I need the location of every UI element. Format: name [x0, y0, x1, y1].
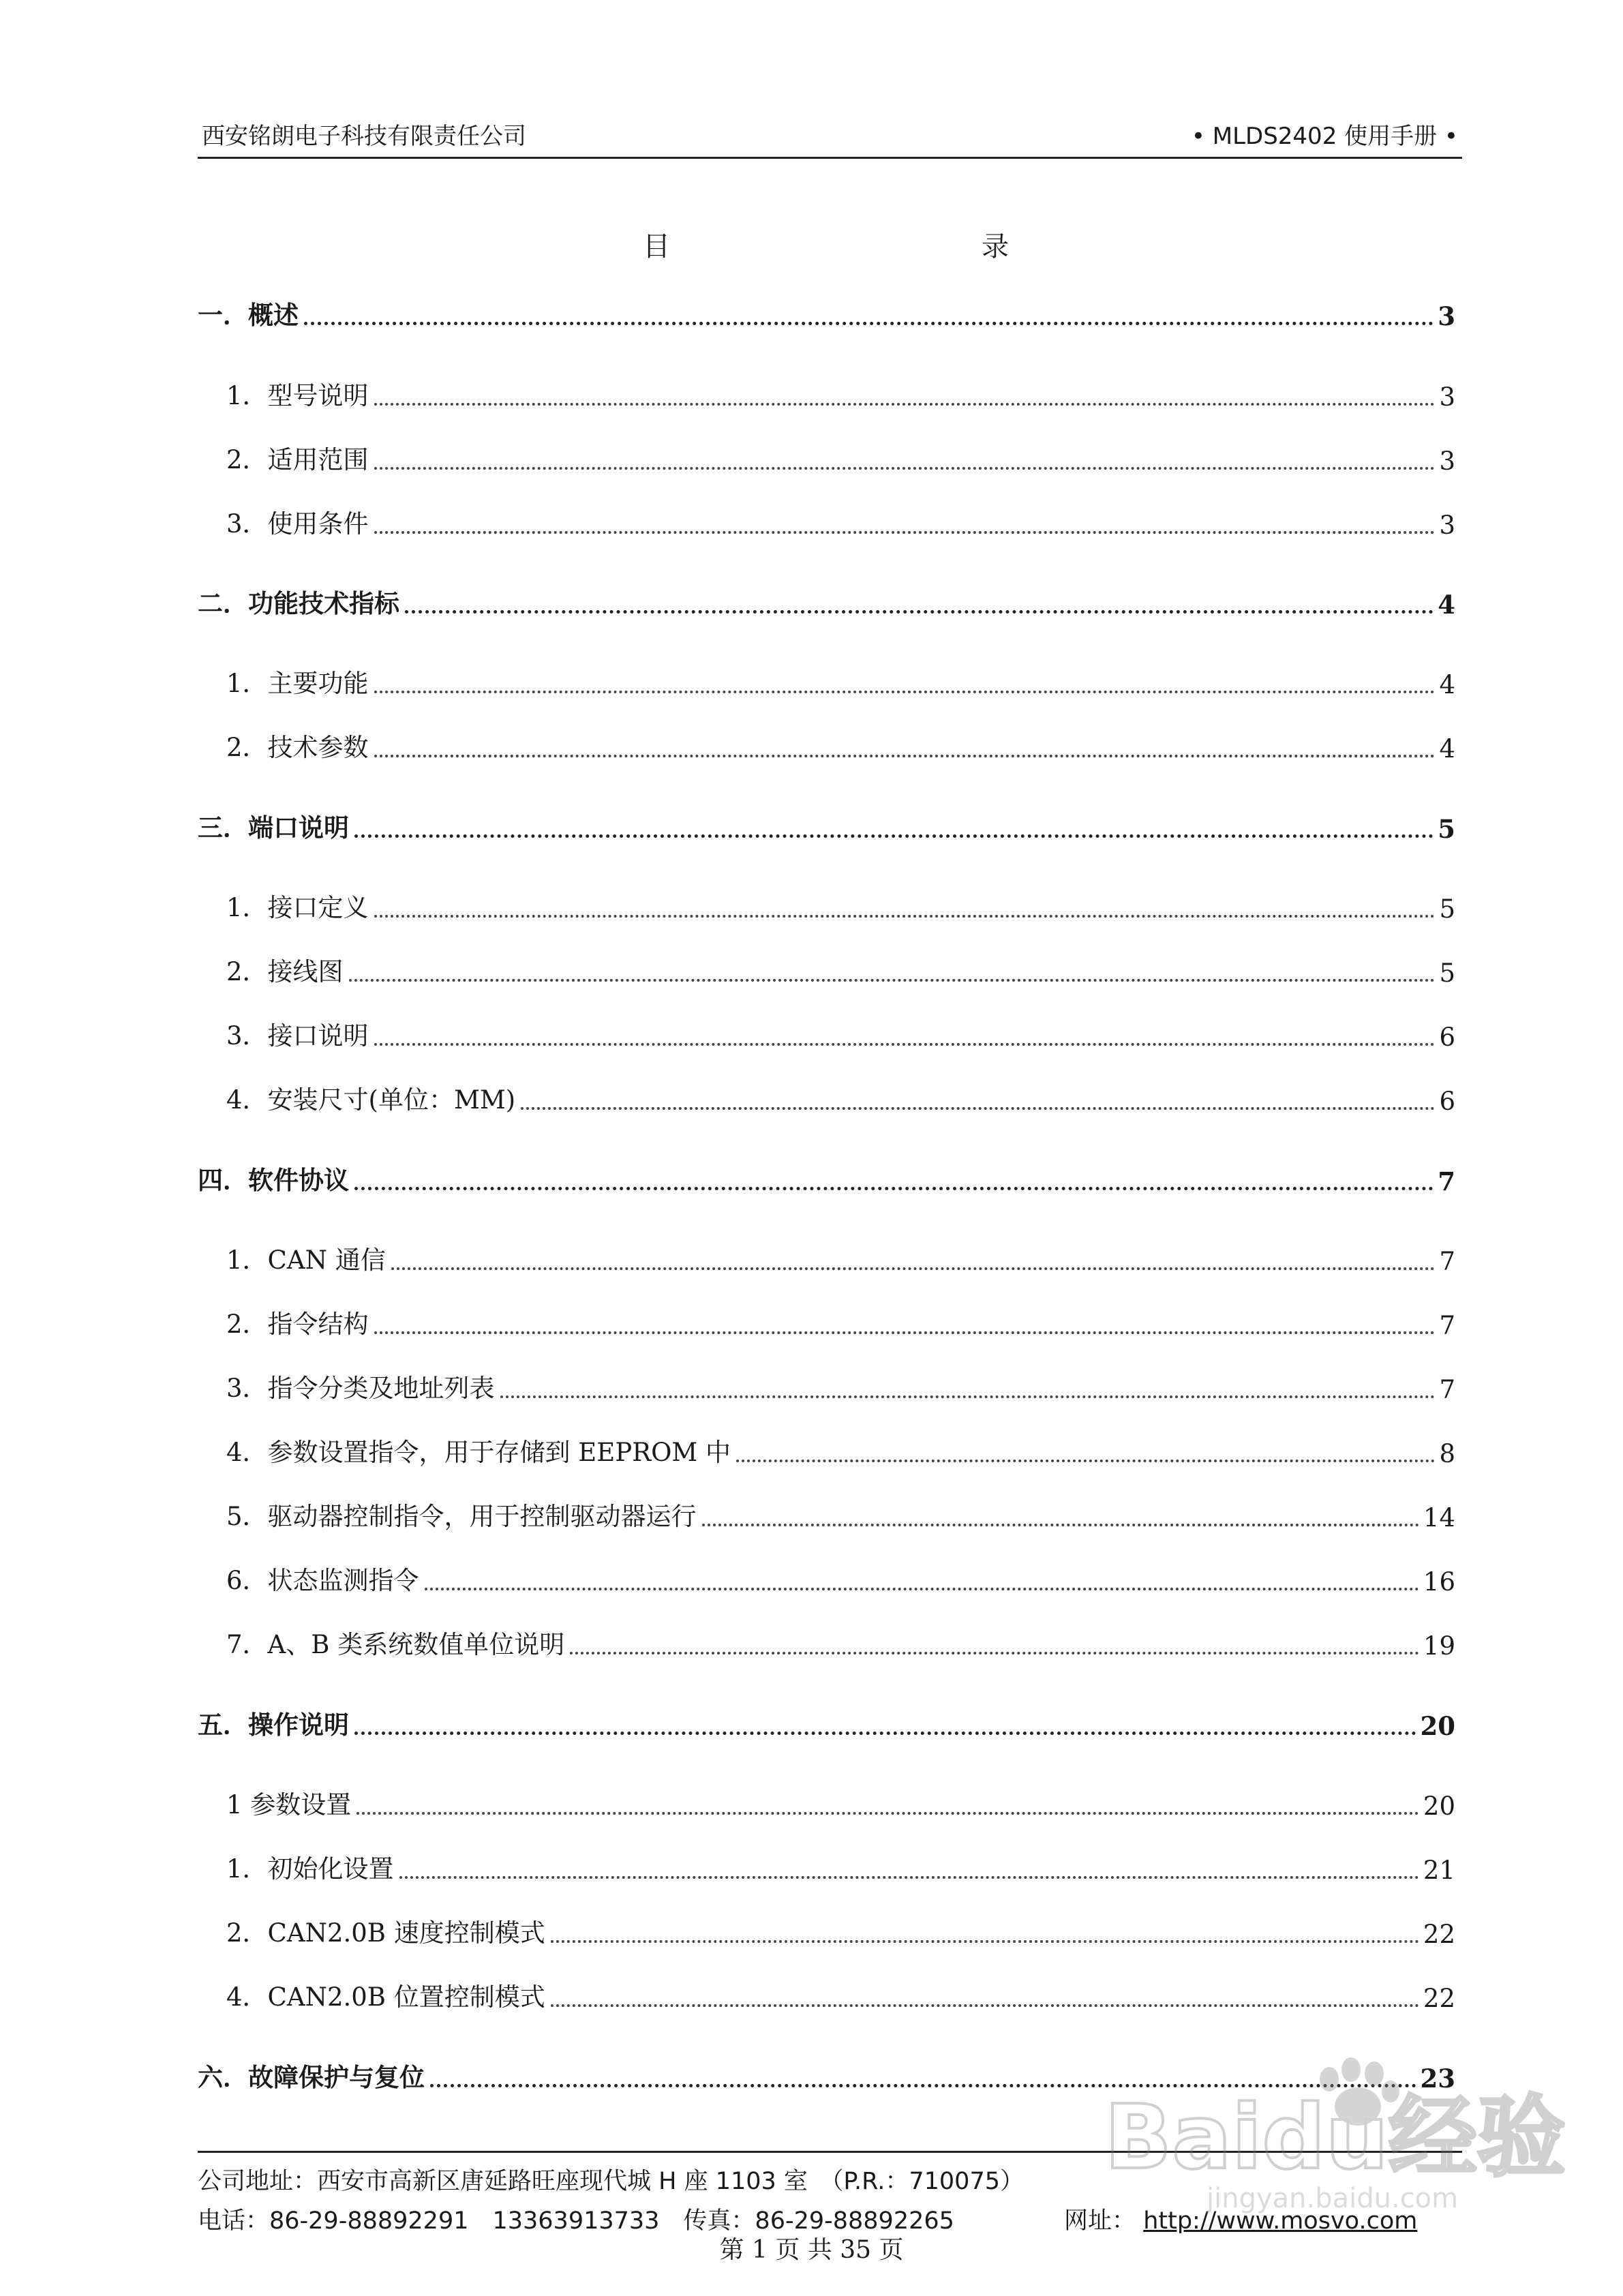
toc-page-number: 7 [1439, 1375, 1455, 1404]
toc-dot-leader [374, 1331, 1436, 1334]
toc-section-entry[interactable] [198, 581, 1455, 620]
toc-page-number: 3 [1439, 382, 1455, 412]
toc-page-number: 20 [1420, 1711, 1455, 1741]
toc-subsection-entry[interactable] [198, 1622, 1455, 1661]
toc-entry-title: 六．故障保护与复位 [198, 2062, 425, 2092]
toc-entry-title: 5．驱动器控制指令，用于控制驱动器运行 [226, 1502, 697, 1531]
toc-dot-leader [736, 1459, 1435, 1462]
toc-subsection-entry[interactable] [198, 1366, 1455, 1404]
toc-subsection-entry[interactable] [198, 1911, 1455, 1949]
toc-page-number: 5 [1439, 958, 1455, 988]
footer-website-link[interactable]: http://www.mosvo.com [1143, 2207, 1418, 2235]
toc-entry-title: 1．主要功能 [226, 669, 369, 698]
toc-subsection-entry[interactable] [198, 1783, 1455, 1821]
watermark-text: Baidu经验 [1104, 2085, 1566, 2189]
toc-section-entry[interactable] [198, 1703, 1455, 1741]
toc-page-number: 20 [1423, 1792, 1455, 1821]
toc-dot-leader [521, 1106, 1435, 1110]
toc-entry-title: 2．接线图 [226, 957, 344, 986]
footer-website-label: 网址： [1064, 2207, 1136, 2235]
toc-entry-title: 2．CAN2.0B 速度控制模式 [226, 1918, 545, 1948]
toc-entry-title: 一．概述 [198, 300, 299, 330]
toc-dot-leader [354, 834, 1434, 838]
toc-page-number: 7 [1439, 1311, 1455, 1340]
toc-dot-leader [357, 1811, 1419, 1815]
toc-dot-leader [354, 1186, 1434, 1190]
toc-page-number: 22 [1423, 1920, 1455, 1949]
toc-subsection-entry[interactable] [198, 1302, 1455, 1340]
toc-entry-title: 五．操作说明 [198, 1710, 349, 1740]
toc-entry-title: 四．软件协议 [198, 1165, 349, 1195]
toc-section-entry[interactable] [198, 806, 1455, 844]
toc-subsection-entry[interactable] [198, 502, 1455, 540]
toc-page-number: 8 [1439, 1439, 1455, 1468]
toc-page-number: 4 [1438, 590, 1455, 620]
toc-dot-leader [425, 1587, 1419, 1590]
manual-title: • MLDS2402 使用手册 • [1191, 123, 1458, 150]
toc-entry-title: 3．接口说明 [226, 1021, 369, 1051]
page-header [198, 115, 1462, 159]
toc-entry-title: 1 参数设置 [226, 1790, 352, 1819]
page-number: 第 1 页 共 35 页 [719, 2236, 904, 2264]
toc-entry-title: 三．端口说明 [198, 813, 349, 843]
toc-subsection-entry[interactable] [198, 886, 1455, 924]
toc-page-number: 3 [1439, 511, 1455, 540]
toc-dot-leader [374, 402, 1436, 406]
toc-subsection-entry[interactable] [198, 1430, 1455, 1468]
toc-subsection-entry[interactable] [198, 725, 1455, 764]
toc-page-number: 23 [1420, 2064, 1455, 2094]
toc-page-number: 6 [1439, 1023, 1455, 1052]
toc-dot-leader [349, 978, 1436, 982]
footer-phone: 电话：86-29-88892291 13363913733 传真：86-29-88892265 [198, 2207, 954, 2235]
toc-dot-leader [374, 466, 1436, 470]
toc-subsection-entry[interactable] [198, 1238, 1455, 1276]
toc-dot-leader [304, 321, 1434, 325]
toc-title-char-1: 目 [643, 231, 670, 262]
toc-subsection-entry[interactable] [198, 1494, 1455, 1532]
toc-title-char-2: 录 [982, 231, 1009, 262]
watermark-subtext: jingyan.baidu.com [1207, 2183, 1459, 2214]
toc-dot-leader [374, 690, 1436, 693]
toc-entry-title: 6．状态监测指令 [226, 1566, 419, 1595]
toc-page-number: 5 [1438, 814, 1455, 844]
baidu-watermark [1104, 2052, 1595, 2216]
toc-page-number: 5 [1439, 894, 1455, 924]
toc-dot-leader [374, 914, 1436, 918]
toc-entry-title: 2．适用范围 [226, 445, 369, 474]
toc-page-number: 14 [1423, 1503, 1455, 1532]
company-name: 西安铭朗电子科技有限责任公司 [202, 123, 526, 150]
toc-page-number: 4 [1439, 734, 1455, 764]
toc-section-entry[interactable] [198, 1158, 1455, 1196]
footer-address: 公司地址：西安市高新区唐延路旺座现代城 H 座 1103 室 （P.R.：710075） [198, 2168, 1024, 2195]
toc-subsection-entry[interactable] [198, 1847, 1455, 1885]
toc-entry-title: 4．参数设置指令，用于存储到 EEPROM 中 [226, 1438, 731, 1467]
toc-page-number: 22 [1423, 1984, 1455, 2013]
toc-dot-leader [570, 1651, 1419, 1655]
toc-subsection-entry[interactable] [198, 1078, 1455, 1116]
toc-dot-leader [551, 2004, 1419, 2007]
toc-dot-leader [374, 530, 1436, 534]
toc-dot-leader [702, 1523, 1419, 1526]
toc-entry-title: 1．接口定义 [226, 893, 369, 922]
toc-entry-title: 3．指令分类及地址列表 [226, 1374, 495, 1403]
toc-subsection-entry[interactable] [198, 374, 1455, 412]
toc-dot-leader [399, 1875, 1419, 1879]
toc-subsection-entry[interactable] [198, 1975, 1455, 2013]
toc-page-number: 21 [1423, 1856, 1455, 1885]
toc-subsection-entry[interactable] [198, 1558, 1455, 1597]
toc-page-number: 4 [1439, 670, 1455, 699]
toc-entry-title: 2．指令结构 [226, 1310, 369, 1339]
toc-dot-leader [551, 1939, 1419, 1943]
toc-page-number: 3 [1438, 301, 1455, 331]
toc-entry-title: 二．功能技术指标 [198, 588, 399, 618]
toc-page-number: 6 [1439, 1087, 1455, 1116]
toc-page-number: 16 [1423, 1567, 1455, 1597]
toc-subsection-entry[interactable] [198, 661, 1455, 699]
toc-entry-title: 4．CAN2.0B 位置控制模式 [226, 1982, 545, 2012]
toc-subsection-entry[interactable] [198, 438, 1455, 476]
toc-section-entry[interactable] [198, 293, 1455, 331]
toc-entry-title: 1．CAN 通信 [226, 1245, 386, 1275]
toc-dot-leader [374, 754, 1436, 757]
toc-entry-title: 2．技术参数 [226, 733, 369, 762]
toc-subsection-entry[interactable] [198, 1014, 1455, 1052]
toc-entry-title: 7．A、B 类系统数值单位说明 [226, 1630, 565, 1659]
toc-entry-title: 3．使用条件 [226, 509, 369, 539]
toc-page-number: 19 [1423, 1631, 1455, 1661]
toc-dot-leader [391, 1267, 1436, 1270]
toc-dot-leader [374, 1042, 1436, 1046]
toc-dot-leader [500, 1395, 1436, 1398]
toc-entry-title: 1．初始化设置 [226, 1854, 394, 1884]
toc-dot-leader [354, 1731, 1416, 1735]
toc-subsection-entry[interactable] [198, 950, 1455, 988]
toc-entry-title: 1．型号说明 [226, 381, 369, 410]
toc-page-number: 7 [1438, 1166, 1455, 1196]
toc-dot-leader [405, 609, 1434, 614]
toc-page-number: 3 [1439, 447, 1455, 476]
toc-entry-title: 4．安装尺寸(单位：MM) [226, 1085, 516, 1115]
toc-page-number: 7 [1439, 1247, 1455, 1276]
